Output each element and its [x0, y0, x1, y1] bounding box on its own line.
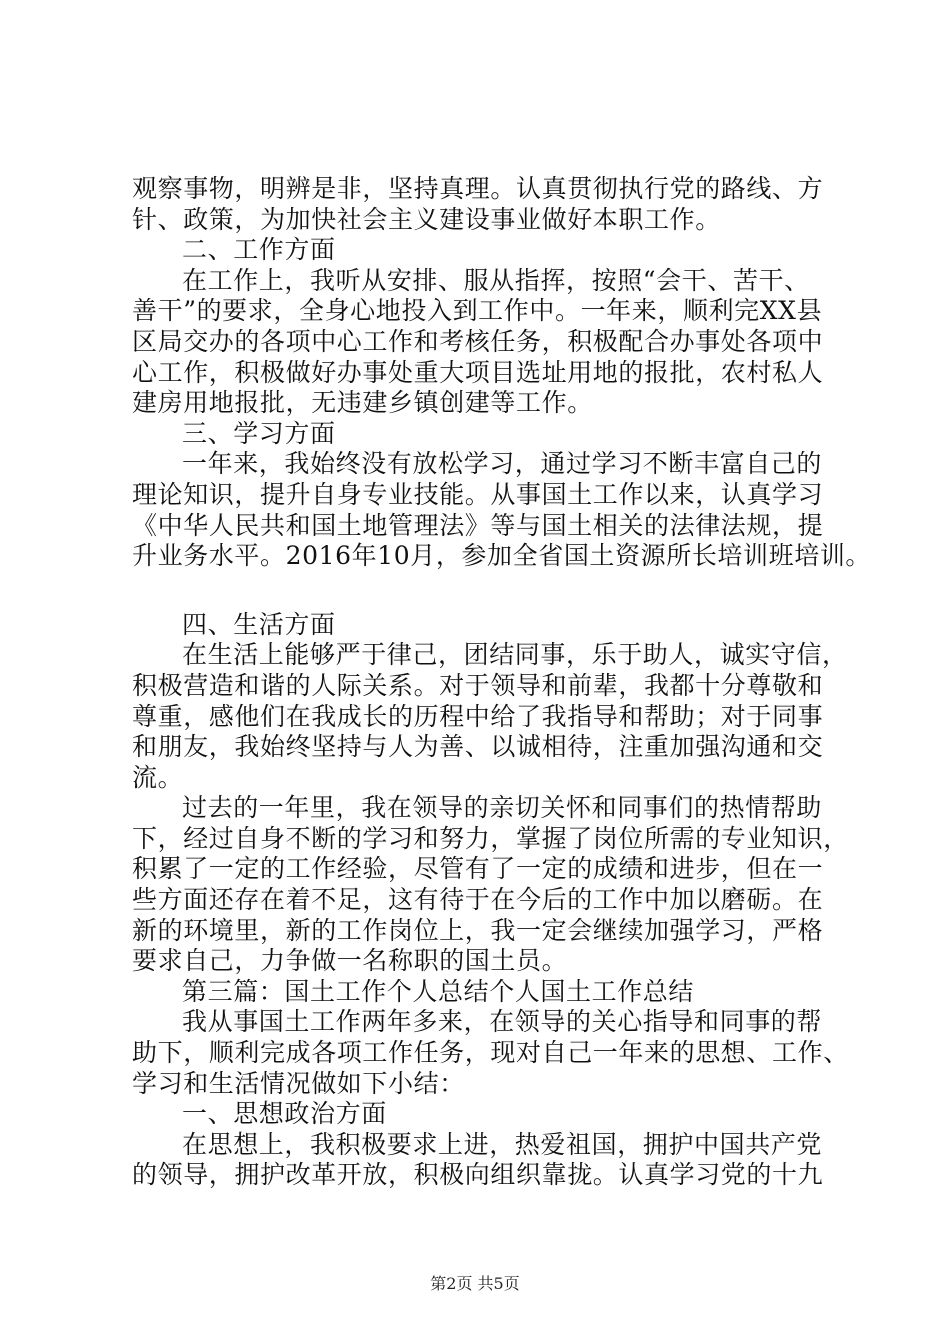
- text-line: 三、学习方面: [182, 418, 336, 448]
- text-line: 一年来，我始终没有放松学习，通过学习不断丰富自己的: [182, 449, 823, 479]
- text-line: 助下，顺利完成各项工作任务，现对自己一年来的思想、工作、: [132, 1038, 849, 1068]
- text-line: 《中华人民共和国土地管理法》等与国土相关的法律法规，提: [132, 510, 824, 540]
- text-line: 建房用地报批，无违建乡镇创建等工作。: [132, 388, 593, 418]
- text-line: 四、生活方面: [182, 609, 336, 639]
- text-line: 第三篇：国土工作个人总结个人国土工作总结: [182, 976, 695, 1006]
- text-line: 二、工作方面: [182, 235, 336, 265]
- text-line: 些方面还存在着不足，这有待于在今后的工作中加以磨砺。在: [132, 885, 824, 915]
- text-line: 新的环境里，新的工作岗位上，我一定会继续加强学习，严格: [132, 915, 824, 945]
- text-line: 升业务水平。2016年10月，参加全省国土资源所长培训班培训。: [132, 541, 872, 571]
- text-line: 在工作上，我听从安排、服从指挥，按照“会干、苦干、: [182, 265, 810, 295]
- text-line: 区局交办的各项中心工作和考核任务，积极配合办事处各项中: [132, 326, 824, 356]
- text-line: 针、政策，为加快社会主义建设事业做好本职工作。: [132, 204, 721, 234]
- text-line: 心工作，积极做好办事处重大项目选址用地的报批，农村私人: [132, 357, 824, 387]
- text-line: 和朋友，我始终坚持与人为善、以诚相待，注重加强沟通和交: [132, 732, 824, 762]
- text-line: 尊重，感他们在我成长的历程中给了我指导和帮助；对于同事: [132, 701, 824, 731]
- text-line: 理论知识，提升自身专业技能。从事国土工作以来，认真学习: [132, 479, 824, 509]
- text-line: 在生活上能够严于律己，团结同事，乐于助人，诚实守信，: [182, 640, 848, 670]
- text-line: 要求自己，力争做一名称职的国土员。: [132, 946, 568, 976]
- page-footer: 第2页 共5页: [430, 1274, 520, 1293]
- document-body: [132, 174, 872, 1191]
- text-line: 一、思想政治方面: [182, 1099, 387, 1129]
- text-line: 的领导，拥护改革开放，积极向组织靠拢。认真学习党的十九: [132, 1160, 824, 1190]
- text-line: 积累了一定的工作经验，尽管有了一定的成绩和进步，但在一: [132, 854, 824, 884]
- text-line: 积极营造和谐的人际关系。对于领导和前辈，我都十分尊敬和: [132, 670, 824, 700]
- text-line: 我从事国土工作两年多来，在领导的关心指导和同事的帮: [182, 1007, 823, 1037]
- text-line: 学习和生活情况做如下小结：: [132, 1068, 465, 1098]
- text-line: 善干”的要求，全身心地投入到工作中。一年来，顺利完XX县: [132, 296, 823, 326]
- paragraph-gap: [132, 572, 832, 610]
- text-line: 在思想上，我积极要求上进，热爱祖国，拥护中国共产党: [182, 1129, 823, 1159]
- text-line: 下，经过自身不断的学习和努力，掌握了岗位所需的专业知识，: [132, 823, 849, 853]
- text-line: 流。: [132, 762, 184, 792]
- text-line: 过去的一年里，我在领导的亲切关怀和同事们的热情帮助: [182, 793, 823, 823]
- text-line: 观察事物，明辨是非，坚持真理。认真贯彻执行党的路线、方: [132, 174, 824, 203]
